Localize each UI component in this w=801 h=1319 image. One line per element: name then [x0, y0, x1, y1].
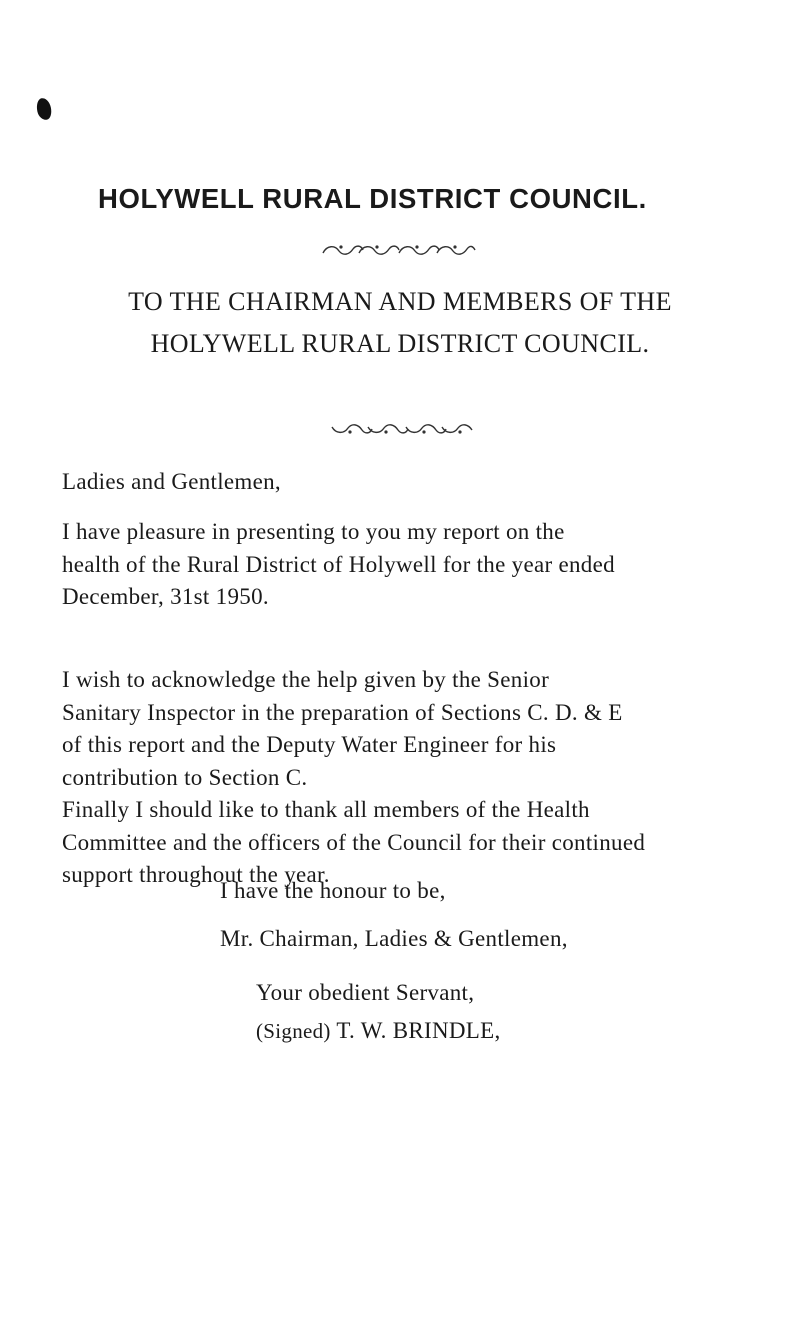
ornament-divider-icon: [328, 421, 478, 435]
paragraph-line: health of the Rural District of Holywell for the year ended: [62, 551, 615, 577]
paragraph-report-presentation: [62, 516, 742, 614]
closing-servant: Your obedient Servant,: [256, 980, 475, 1005]
closing-address: Mr. Chairman, Ladies & Gentlemen,: [220, 926, 568, 951]
council-heading: HOLYWELL RURAL DISTRICT COUNCIL.: [98, 183, 647, 214]
paragraph-line: Finally I should like to thank all members of the Health: [62, 797, 590, 822]
signature-line: [256, 1018, 501, 1044]
paragraph-line: contribution to Section C.: [62, 764, 308, 790]
paragraph-line: of this report and the Deputy Water Engineer for his: [62, 732, 557, 757]
paragraph-line: I have pleasure in presenting to you my report on the: [62, 519, 565, 544]
closing-honour: I have the honour to be,: [220, 878, 446, 903]
paragraph-line: support throughout the year.: [62, 862, 330, 887]
paragraph-line: I wish to acknowledge the help given by the Senior: [62, 667, 550, 692]
paragraph-thanks: [62, 794, 742, 892]
signatory-name: T. W. BRINDLE,: [336, 1018, 501, 1043]
paragraph-acknowledgement: [62, 664, 742, 794]
paragraph-line: Sanitary Inspector in the preparation of Sections C. D. & E: [62, 699, 623, 725]
paragraph-line: December, 31st 1950.: [62, 584, 269, 609]
salutation: Ladies and Gentlemen,: [62, 469, 281, 494]
ornament-divider-icon: [319, 243, 479, 257]
signed-prefix: (Signed): [256, 1019, 331, 1043]
ink-blot: [35, 97, 53, 121]
paragraph-line: Committee and the officers of the Council for their continued: [62, 829, 646, 855]
address-line-2: HOLYWELL RURAL DISTRICT COUNCIL.: [150, 329, 650, 358]
address-line-1: TO THE CHAIRMAN AND MEMBERS OF THE: [128, 287, 672, 316]
